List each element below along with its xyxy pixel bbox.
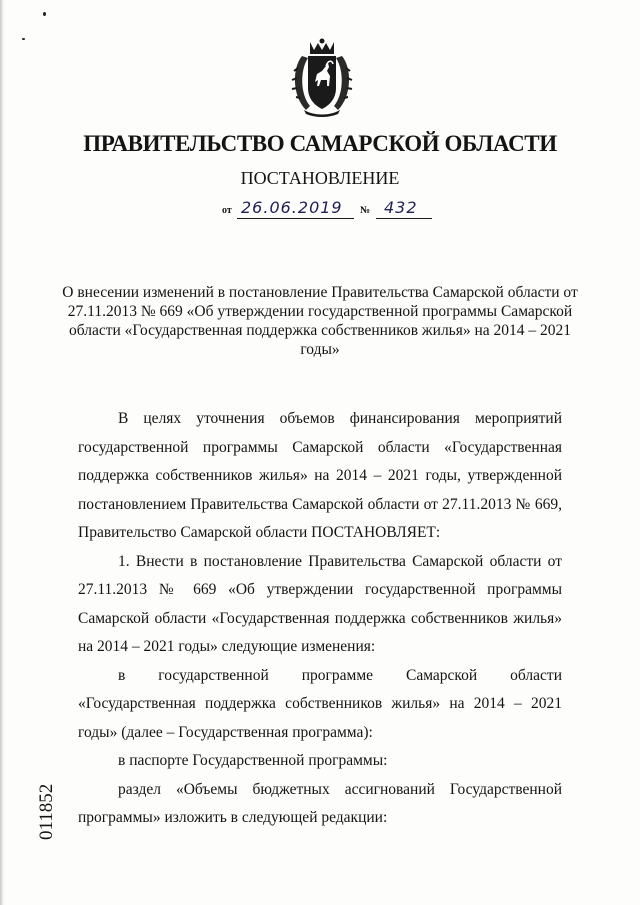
body-paragraph: в государственной программе Самарской области «Государственная поддержка собственников жилья» на 2014 – 2021 годы» (далее – Государственная программа): (78, 666, 562, 741)
document-heading: О внесении изменений в постановление Правительства Самарской области от 27.11.2013 № 669 «Об утверждении государственной программы Самарской области «Государственная поддержка собственников жилья» на 2014 – 2021 годы» (62, 284, 578, 358)
scan-speck (22, 38, 25, 40)
body-paragraph: 1. Внести в постановление Правительства Самарской области от 27.11.2013 № 669 «Об утверждении государственной программы Самарской области «Государственная поддержка собственников жилья» на 2014 – 2021 годы» следующие изменения: (78, 552, 562, 655)
number-label: № (360, 205, 371, 216)
government-title: ПРАВИТЕЛЬСТВО САМАРСКОЙ ОБЛАСТИ (83, 131, 557, 156)
body-paragraph: в паспорте Государственной программы: (118, 752, 388, 769)
body-paragraph: раздел «Объемы бюджетных ассигнований Государственной программы» изложить в следующей редакции: (78, 780, 562, 826)
serial-number-text: 011852 (36, 783, 57, 840)
number-field (376, 198, 432, 219)
date-number-line (222, 196, 432, 220)
handwritten-date: 26.06.2019 (241, 198, 343, 217)
from-label: от (222, 205, 232, 216)
scan-speck (43, 12, 46, 16)
document-body (78, 405, 562, 833)
body-paragraph: В целях уточнения объемов финансирования мероприятий государственной программы Самарской области «Государственная поддержка собственников жилья» на 2014 – 2021 годы, утвержденной постановлением Правительства Самарской области от 27.11.2013 № 669, Правительство Самарской области ПОСТАНОВЛЯЕТ: (78, 410, 562, 541)
document-type: ПОСТАНОВЛЕНИЕ (240, 168, 400, 188)
coat-of-arms-emblem (288, 38, 356, 118)
handwritten-number: 432 (384, 198, 418, 217)
date-field (237, 198, 354, 219)
